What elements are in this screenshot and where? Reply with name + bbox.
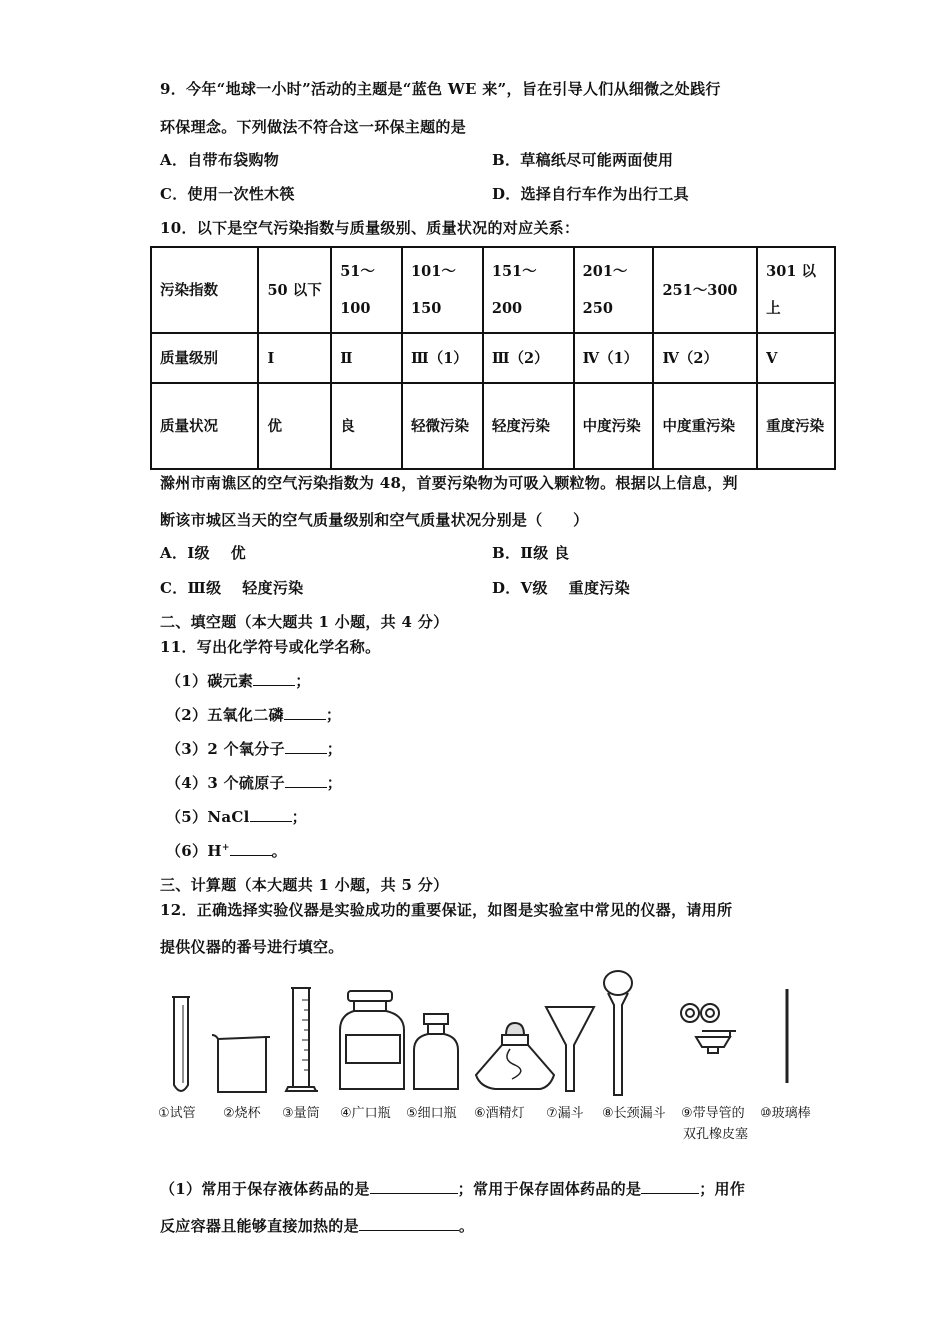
q10-option-d: D．Ⅴ级 重度污染 [492, 579, 630, 597]
apparatus-figure [150, 965, 830, 1100]
table-cell: 50 以下 [258, 247, 331, 333]
q9-option-a: A．自带布袋购物 [160, 151, 280, 169]
table-cell: 重度污染 [757, 383, 835, 469]
label-glass-rod: ⑩玻璃棒 [760, 1106, 811, 1121]
table-cell: 质量级别 [151, 333, 258, 383]
measuring-cylinder-icon [286, 988, 318, 1091]
wide-mouth-bottle-icon [340, 991, 404, 1089]
two-hole-stopper-icon [681, 1004, 736, 1053]
table-cell: Ⅲ（2） [483, 333, 574, 383]
q11-item-6: （6）H+ 。 [166, 842, 287, 860]
section-2-title: 二、填空题（本大题共 1 小题，共 4 分） [160, 613, 449, 631]
label-narrow-mouth-bottle: ⑤细口瓶 [406, 1106, 457, 1121]
q9-stem-line1: 9．今年“地球一小时”活动的主题是“蓝色 WE 来”，旨在引导人们从细微之处践行 [160, 80, 721, 98]
label-test-tube: ①试管 [158, 1106, 196, 1121]
table-cell: 轻微污染 [402, 383, 483, 469]
superscript-plus: + [221, 843, 230, 853]
q10-after-line2: 断该市城区当天的空气质量级别和空气质量状况分别是（ ） [160, 511, 589, 529]
table-cell: 201～250 [574, 247, 654, 333]
long-neck-funnel-icon [604, 971, 632, 1095]
label-funnel: ⑦漏斗 [546, 1106, 584, 1121]
q10-after-line1: 滁州市南谯区的空气污染指数为 48，首要污染物为可吸入颗粒物。根据以上信息，判 [160, 474, 738, 492]
table-cell: Ⅳ（2） [653, 333, 757, 383]
table-row-status [151, 383, 835, 469]
alcohol-lamp-icon [476, 1023, 554, 1089]
table-row-index [151, 247, 835, 333]
table-cell: 污染指数 [151, 247, 258, 333]
q11-item-4: （4）3 个硫原子 ； [166, 774, 343, 792]
section-3-title: 三、计算题（本大题共 1 小题，共 5 分） [160, 876, 449, 894]
q9-stem-line2: 环保理念。下列做法不符合这一环保主题的是 [160, 118, 467, 136]
test-tube-icon [172, 997, 190, 1091]
q11-item-2: （2）五氧化二磷 ； [166, 706, 342, 724]
table-cell: 轻度污染 [483, 383, 574, 469]
air-quality-table [150, 246, 836, 470]
q9-option-b: B．草稿纸尽可能两面使用 [492, 151, 674, 169]
table-row-level [151, 333, 835, 383]
table-cell: Ⅴ [757, 333, 835, 383]
q11-item-1: （1）碳元素 ； [166, 672, 311, 690]
label-measuring-cylinder: ③量筒 [282, 1106, 320, 1121]
beaker-icon [212, 1035, 270, 1092]
table-cell: 质量状况 [151, 383, 258, 469]
q12-stem-line2: 提供仪器的番号进行填空。 [160, 938, 344, 956]
q9-option-c: C．使用一次性木筷 [160, 185, 295, 203]
table-cell: Ⅰ [258, 333, 331, 383]
table-cell: 良 [331, 383, 402, 469]
q12-sub1-line2: 反应容器且能够直接加热的是 。 [160, 1217, 475, 1235]
q11-item-3: （3）2 个氧分子 ； [166, 740, 343, 758]
label-stopper-line1: ⑨带导管的 [681, 1106, 745, 1121]
narrow-mouth-bottle-icon [414, 1014, 458, 1089]
table-cell: 优 [258, 383, 331, 469]
label-stopper-line2: 双孔橡皮塞 [683, 1127, 749, 1142]
label-alcohol-lamp: ⑥酒精灯 [474, 1106, 525, 1121]
q11-stem: 11．写出化学符号或化学名称。 [160, 638, 381, 656]
table-cell: 301 以上 [757, 247, 835, 333]
table-cell: Ⅳ（1） [574, 333, 654, 383]
q11-item-5: （5）NaCl ； [166, 808, 307, 826]
table-cell: 中度重污染 [653, 383, 757, 469]
q10-stem: 10．以下是空气污染指数与质量级别、质量状况的对应关系： [160, 219, 580, 237]
table-cell: 251～300 [653, 247, 757, 333]
table-cell: Ⅲ（1） [402, 333, 483, 383]
label-long-neck-funnel: ⑧长颈漏斗 [602, 1106, 666, 1121]
label-wide-mouth-bottle: ④广口瓶 [340, 1106, 391, 1121]
q12-sub1-line1: （1）常用于保存液体药品的是 ；常用于保存固体药品的是 ；用作 [160, 1180, 746, 1198]
q10-option-c: C．Ⅲ级 轻度污染 [160, 579, 304, 597]
table-cell: 101～150 [402, 247, 483, 333]
table-cell: 中度污染 [574, 383, 654, 469]
table-cell: 151～200 [483, 247, 574, 333]
table-cell: Ⅱ [331, 333, 402, 383]
q12-stem-line1: 12．正确选择实验仪器是实验成功的重要保证，如图是实验室中常见的仪器，请用所 [160, 901, 733, 919]
table-cell: 51～100 [331, 247, 402, 333]
q10-option-a: A．Ⅰ级 优 [160, 544, 246, 562]
label-beaker: ②烧杯 [223, 1106, 261, 1121]
q10-option-b: B．Ⅱ级 良 [492, 544, 570, 562]
q9-option-d: D．选择自行车作为出行工具 [492, 185, 689, 203]
